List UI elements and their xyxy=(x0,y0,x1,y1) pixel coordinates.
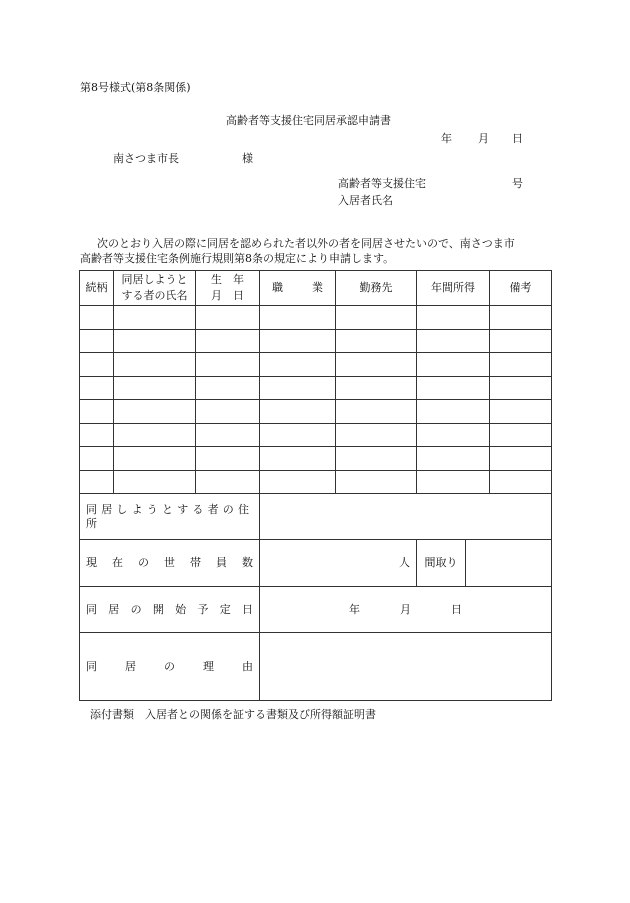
household-char: 帯 xyxy=(190,556,201,570)
header-remarks: 備考 xyxy=(490,271,552,306)
header-workplace: 勤務先 xyxy=(336,271,417,306)
household-char: 在 xyxy=(112,556,123,570)
table-row xyxy=(80,423,552,447)
workplace-cell[interactable] xyxy=(336,306,417,330)
income-cell[interactable] xyxy=(417,447,490,471)
remarks-cell[interactable] xyxy=(490,306,552,330)
household-char: 世 xyxy=(164,556,175,570)
reason-char: 居 xyxy=(125,659,136,673)
income-cell[interactable] xyxy=(417,306,490,330)
header-birthdate xyxy=(196,271,260,306)
birthdate-cell[interactable] xyxy=(196,376,260,400)
start-char: 居 xyxy=(108,602,120,616)
start-month-label: 月 xyxy=(400,602,411,616)
income-cell[interactable] xyxy=(417,423,490,447)
reason-row xyxy=(80,633,552,701)
occupation-cell[interactable] xyxy=(260,353,336,377)
table-row xyxy=(80,329,552,353)
occupation-cell[interactable] xyxy=(260,470,336,494)
workplace-cell[interactable] xyxy=(336,400,417,424)
household-char: 員 xyxy=(216,556,227,570)
table-header-row xyxy=(80,271,552,306)
name-cell[interactable] xyxy=(114,423,196,447)
resident-name-label: 入居者氏名 xyxy=(338,194,393,207)
header-name xyxy=(114,271,196,306)
start-date-label xyxy=(80,587,260,633)
attachments-note: 添付書類 入居者との関係を証する書類及び所得額証明書 xyxy=(90,708,376,721)
birthdate-cell[interactable] xyxy=(196,329,260,353)
birthdate-cell[interactable] xyxy=(196,423,260,447)
start-date-row xyxy=(80,587,552,633)
name-cell[interactable] xyxy=(114,353,196,377)
relation-cell[interactable] xyxy=(80,376,114,400)
workplace-cell[interactable] xyxy=(336,423,417,447)
household-label xyxy=(80,540,260,587)
name-cell[interactable] xyxy=(114,470,196,494)
date-month-label: 月 xyxy=(478,132,489,145)
body-text-line2: 高齢者等支援住宅条例施行規則第8条の規定により申請します。 xyxy=(80,252,395,265)
table-row xyxy=(80,447,552,471)
occupation-cell[interactable] xyxy=(260,306,336,330)
remarks-cell[interactable] xyxy=(490,447,552,471)
start-char: 同 xyxy=(86,602,97,616)
relation-cell[interactable] xyxy=(80,353,114,377)
start-char: 予 xyxy=(197,602,209,616)
name-cell[interactable] xyxy=(114,329,196,353)
reason-char: 同 xyxy=(86,659,97,673)
header-name-line1: 同居しようと xyxy=(121,273,188,287)
header-birth-line2: 月 日 xyxy=(211,289,244,302)
name-cell[interactable] xyxy=(114,447,196,471)
occupation-cell[interactable] xyxy=(260,329,336,353)
relation-cell[interactable] xyxy=(80,306,114,330)
start-char: 日 xyxy=(241,602,253,616)
address-input[interactable] xyxy=(260,494,552,540)
start-date-input[interactable] xyxy=(260,587,552,633)
reason-char: 理 xyxy=(203,659,214,673)
header-birth-line1: 生 年 xyxy=(211,273,244,287)
occupation-cell[interactable] xyxy=(260,376,336,400)
start-char: 始 xyxy=(175,602,187,616)
relation-cell[interactable] xyxy=(80,329,114,353)
income-cell[interactable] xyxy=(417,470,490,494)
income-cell[interactable] xyxy=(417,376,490,400)
household-char: 数 xyxy=(242,556,253,570)
birthdate-cell[interactable] xyxy=(196,470,260,494)
body-text-line1: 次のとおり入居の際に同居を認められた者以外の者を同居させたいので、南さつま市 xyxy=(97,237,515,250)
reason-label xyxy=(80,633,260,701)
workplace-cell[interactable] xyxy=(336,376,417,400)
floorplan-cell xyxy=(417,540,552,587)
table-row xyxy=(80,376,552,400)
household-count-input[interactable] xyxy=(260,540,417,587)
household-row xyxy=(80,540,552,587)
occupation-cell[interactable] xyxy=(260,400,336,424)
household-char: 現 xyxy=(86,556,97,570)
table-row xyxy=(80,400,552,424)
reason-char: 由 xyxy=(242,659,253,673)
header-income: 年間所得 xyxy=(417,271,490,306)
workplace-cell[interactable] xyxy=(336,329,417,353)
relation-cell[interactable] xyxy=(80,470,114,494)
birthdate-cell[interactable] xyxy=(196,400,260,424)
remarks-cell[interactable] xyxy=(490,329,552,353)
addressee: 南さつま市長 xyxy=(113,152,179,165)
birthdate-cell[interactable] xyxy=(196,447,260,471)
address-label-text: 同居しようとする者の住所 xyxy=(86,503,254,530)
income-cell[interactable] xyxy=(417,353,490,377)
floorplan-input[interactable] xyxy=(466,540,551,586)
table-row xyxy=(80,353,552,377)
document-title: 高齢者等支援住宅同居承認申請書 xyxy=(226,114,391,127)
start-year-label: 年 xyxy=(349,602,360,616)
header-occupation-a: 職 xyxy=(272,281,283,295)
occupation-cell[interactable] xyxy=(260,447,336,471)
application-table xyxy=(79,270,552,701)
table-row xyxy=(80,470,552,494)
start-char: 開 xyxy=(152,602,164,616)
header-occupation-b: 業 xyxy=(312,281,323,295)
name-cell[interactable] xyxy=(114,306,196,330)
name-cell[interactable] xyxy=(114,400,196,424)
persons-unit: 人 xyxy=(399,556,410,570)
remarks-cell[interactable] xyxy=(490,400,552,424)
date-day-label: 日 xyxy=(512,132,523,145)
table-row xyxy=(80,306,552,330)
address-label xyxy=(80,494,260,540)
start-char: 定 xyxy=(219,602,231,616)
address-row xyxy=(80,494,552,540)
income-cell[interactable] xyxy=(417,400,490,424)
income-cell[interactable] xyxy=(417,329,490,353)
housing-number-suffix: 号 xyxy=(512,177,523,190)
remarks-cell[interactable] xyxy=(490,423,552,447)
date-year-label: 年 xyxy=(441,132,452,145)
header-relation: 続柄 xyxy=(80,271,114,306)
reason-input[interactable] xyxy=(260,633,552,701)
workplace-cell[interactable] xyxy=(336,447,417,471)
workplace-cell[interactable] xyxy=(336,470,417,494)
honorific: 様 xyxy=(242,152,253,165)
header-name-line2: する者の氏名 xyxy=(121,289,188,302)
relation-cell[interactable] xyxy=(80,447,114,471)
name-cell[interactable] xyxy=(114,376,196,400)
floorplan-label: 間取り xyxy=(417,540,466,586)
header-occupation xyxy=(260,271,336,306)
relation-cell[interactable] xyxy=(80,400,114,424)
housing-label: 高齢者等支援住宅 xyxy=(338,177,426,190)
reason-char: の xyxy=(164,659,175,673)
start-char: の xyxy=(130,602,142,616)
occupation-cell[interactable] xyxy=(260,423,336,447)
start-day-label: 日 xyxy=(451,602,462,616)
form-number: 第8号様式(第8条関係) xyxy=(80,81,191,94)
remarks-cell[interactable] xyxy=(490,470,552,494)
birthdate-cell[interactable] xyxy=(196,306,260,330)
workplace-cell[interactable] xyxy=(336,353,417,377)
birthdate-cell[interactable] xyxy=(196,353,260,377)
remarks-cell[interactable] xyxy=(490,376,552,400)
relation-cell[interactable] xyxy=(80,423,114,447)
remarks-cell[interactable] xyxy=(490,353,552,377)
household-char: の xyxy=(138,556,149,570)
